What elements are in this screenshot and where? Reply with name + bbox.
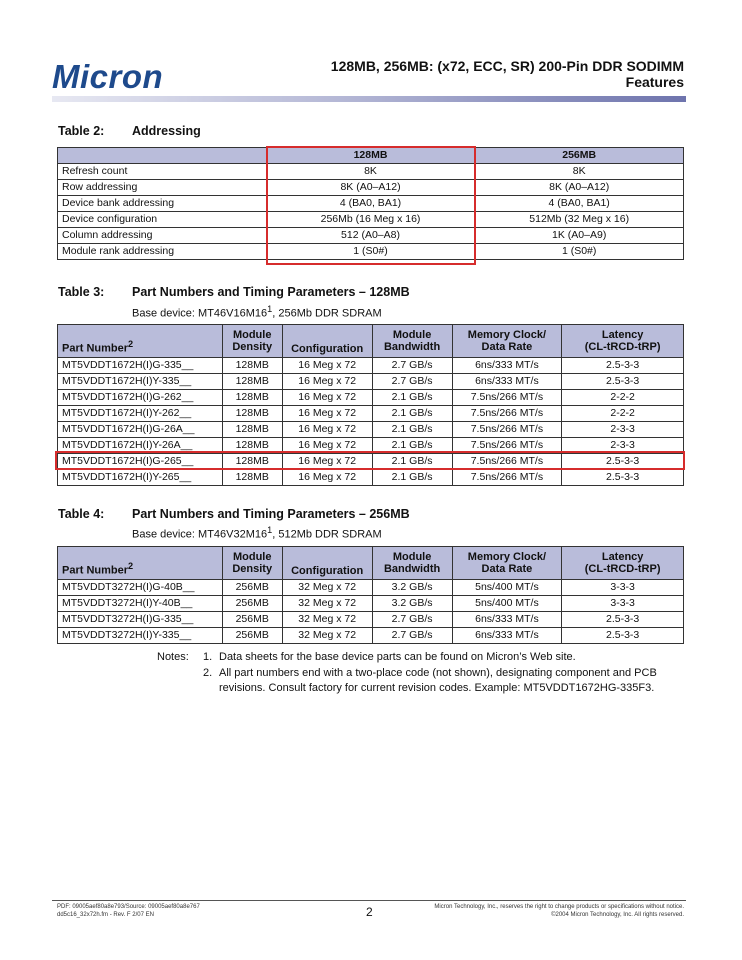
header-bar (52, 96, 686, 102)
table-cell: 6ns/333 MT/s (452, 628, 562, 644)
table-cell: 7.5ns/266 MT/s (452, 470, 562, 486)
note-text: Data sheets for the base device parts can be found on Micron’s Web site. (219, 651, 576, 663)
table-cell: 5ns/400 MT/s (452, 596, 562, 612)
table-cell: 2.1 GB/s (372, 438, 452, 454)
table-cell: 2.7 GB/s (372, 612, 452, 628)
footer-left (57, 903, 200, 919)
table-row (58, 454, 684, 470)
table-cell: MT5VDDT3272H(I)G-40B__ (58, 580, 223, 596)
table-cell: 256MB (222, 628, 282, 644)
table-cell: MT5VDDT3272H(I)Y-335__ (58, 628, 223, 644)
table-cell: 16 Meg x 72 (282, 406, 372, 422)
base-device-text: Base device: MT46V16M16 (132, 307, 268, 320)
table-cell: 32 Meg x 72 (282, 612, 372, 628)
base-device-text: Base device: MT46V32M16 (132, 528, 268, 541)
notes-label: Notes: (157, 651, 189, 663)
table-addressing (57, 147, 684, 260)
table-cell: 128MB (222, 438, 282, 454)
table-cell: 128MB (222, 374, 282, 390)
table-cell: 8K (266, 164, 475, 180)
table-cell: 6ns/333 MT/s (452, 612, 562, 628)
table-cell: 1 (S0#) (475, 244, 684, 260)
table-cell: 3.2 GB/s (372, 596, 452, 612)
table-cell: 5ns/400 MT/s (452, 580, 562, 596)
page-number: 2 (366, 905, 373, 919)
table-cell: 7.5ns/266 MT/s (452, 438, 562, 454)
footer-copyright: ©2004 Micron Technology, Inc. All rights reserved. (551, 912, 684, 918)
table-cell: Device bank addressing (58, 196, 267, 212)
table-cell: 128MB (222, 358, 282, 374)
table-cell: 2.1 GB/s (372, 470, 452, 486)
table-cell: 1 (S0#) (266, 244, 475, 260)
column-header: 256MB (475, 148, 684, 164)
table-cell: 4 (BA0, BA1) (475, 196, 684, 212)
table-row (58, 580, 684, 596)
table-cell: 32 Meg x 72 (282, 628, 372, 644)
table-header-row (58, 148, 684, 164)
column-header: 128MB (266, 148, 475, 164)
table-cell: 2.5-3-3 (562, 612, 684, 628)
base-device-suffix: , 512Mb DDR SDRAM (272, 528, 382, 541)
table-row (58, 406, 684, 422)
table-cell: 256MB (222, 612, 282, 628)
table-cell: 7.5ns/266 MT/s (452, 406, 562, 422)
table-cell: MT5VDDT3272H(I)G-335__ (58, 612, 223, 628)
footer-file-rev: dd5c16_32x72h.fm - Rev. F 2/07 EN (57, 912, 154, 918)
table-cell: 8K (A0–A12) (475, 180, 684, 196)
table-cell: MT5VDDT1672H(I)Y-26A__ (58, 438, 223, 454)
header-clock: Memory Clock/ Data Rate (452, 325, 562, 358)
table-cell: MT5VDDT3272H(I)Y-40B__ (58, 596, 223, 612)
header-clock: Memory Clock/ Data Rate (452, 547, 562, 580)
base-device-sup: 1 (267, 304, 273, 314)
table-cell: 2.5-3-3 (562, 358, 684, 374)
table-cell: 16 Meg x 72 (282, 422, 372, 438)
table-cell: 1K (A0–A9) (475, 228, 684, 244)
footer-divider (52, 900, 686, 901)
table-cell: 8K (A0–A12) (266, 180, 475, 196)
table-256mb-parts (57, 546, 684, 644)
table4-base-device (132, 525, 382, 541)
table-cell: 16 Meg x 72 (282, 454, 372, 470)
table-cell: 2.1 GB/s (372, 422, 452, 438)
header-latency: Latency (CL-tRCD-tRP) (562, 325, 684, 358)
table-row (58, 596, 684, 612)
table-row (58, 244, 684, 260)
table-row (58, 470, 684, 486)
table-cell: 16 Meg x 72 (282, 390, 372, 406)
table-cell: Column addressing (58, 228, 267, 244)
table-cell: 128MB (222, 406, 282, 422)
table-cell: 2-3-3 (562, 422, 684, 438)
table-row (58, 228, 684, 244)
header-density: Module Density (222, 325, 282, 358)
table4-caption (58, 507, 410, 521)
table-cell: Refresh count (58, 164, 267, 180)
table-cell: 32 Meg x 72 (282, 580, 372, 596)
micron-logo (52, 58, 202, 94)
base-device-sup: 1 (267, 525, 273, 535)
table4-label: Table 4: (58, 507, 105, 521)
table-row (58, 374, 684, 390)
header-part-number: Part Number$^2$ (58, 325, 223, 358)
base-device-suffix: , 256Mb DDR SDRAM (272, 307, 382, 320)
table-row (58, 196, 684, 212)
header-configuration: Configuration (282, 325, 372, 358)
table-cell: MT5VDDT1672H(I)Y-262__ (58, 406, 223, 422)
table-cell: MT5VDDT1672H(I)G-335__ (58, 358, 223, 374)
table-cell: MT5VDDT1672H(I)G-265__ (58, 454, 223, 470)
table-row (58, 612, 684, 628)
table2-label: Table 2: (58, 124, 105, 138)
table-row (58, 358, 684, 374)
table-cell: 2.5-3-3 (562, 374, 684, 390)
table3-title: Part Numbers and Timing Parameters – 128MB (132, 285, 410, 299)
table-cell: 128MB (222, 454, 282, 470)
table-cell: 2.5-3-3 (562, 454, 684, 470)
table-cell: MT5VDDT1672H(I)G-26A__ (58, 422, 223, 438)
table-cell: 2.1 GB/s (372, 454, 452, 470)
table2-title: Addressing (132, 124, 201, 138)
table-cell: 256MB (222, 596, 282, 612)
table-cell: 7.5ns/266 MT/s (452, 422, 562, 438)
table-cell: 128MB (222, 422, 282, 438)
table-cell: 16 Meg x 72 (282, 470, 372, 486)
table-cell: 256Mb (16 Meg x 16) (266, 212, 475, 228)
table-cell: 16 Meg x 72 (282, 374, 372, 390)
table-cell: MT5VDDT1672H(I)Y-335__ (58, 374, 223, 390)
table-header-row (58, 547, 684, 580)
table-cell: MT5VDDT1672H(I)G-262__ (58, 390, 223, 406)
table-cell: Module rank addressing (58, 244, 267, 260)
table-cell: 3.2 GB/s (372, 580, 452, 596)
title-line2: Features (625, 74, 684, 90)
footer-right (434, 903, 684, 919)
table3-caption (58, 285, 410, 299)
header-latency: Latency (CL-tRCD-tRP) (562, 547, 684, 580)
table-cell: 2.5-3-3 (562, 628, 684, 644)
table-cell: 6ns/333 MT/s (452, 374, 562, 390)
header-part-number: Part Number$^2$ (58, 547, 223, 580)
table-cell: 2-2-2 (562, 406, 684, 422)
table-cell: 3-3-3 (562, 580, 684, 596)
table-cell: 16 Meg x 72 (282, 438, 372, 454)
table-cell: 32 Meg x 72 (282, 596, 372, 612)
table-cell: 16 Meg x 72 (282, 358, 372, 374)
table-row (58, 212, 684, 228)
table-cell: 2-3-3 (562, 438, 684, 454)
table-cell: 2.1 GB/s (372, 406, 452, 422)
column-header (58, 148, 267, 164)
table-row (58, 422, 684, 438)
footer-disclaimer: Micron Technology, Inc., reserves the right to change products or specifications without notice. (434, 904, 684, 910)
logo-text: Micron (52, 58, 164, 95)
table-row (58, 164, 684, 180)
table-cell: Row addressing (58, 180, 267, 196)
header-configuration: Configuration (282, 547, 372, 580)
table-cell: 2.1 GB/s (372, 390, 452, 406)
table-cell: Device configuration (58, 212, 267, 228)
header-bandwidth: Module Bandwidth (372, 325, 452, 358)
header-bandwidth: Module Bandwidth (372, 547, 452, 580)
table3-label: Table 3: (58, 285, 105, 299)
table4-title: Part Numbers and Timing Parameters – 256MB (132, 507, 410, 521)
table-header-row (58, 325, 684, 358)
table-cell: 6ns/333 MT/s (452, 358, 562, 374)
table-128mb-parts (57, 324, 684, 486)
table-cell: 7.5ns/266 MT/s (452, 454, 562, 470)
header-density: Module Density (222, 547, 282, 580)
table-cell: 4 (BA0, BA1) (266, 196, 475, 212)
table2-caption (58, 124, 201, 138)
table-row (58, 438, 684, 454)
note-text: All part numbers end with a two-place code (not shown), designating component and PCB revisions. Consult factory for current revision codes. Example: MT5VDDT1672HG-335F3. (219, 667, 657, 694)
table-cell: 2.7 GB/s (372, 628, 452, 644)
note-number: 1. (203, 651, 213, 663)
table-cell: 7.5ns/266 MT/s (452, 390, 562, 406)
table-cell: 8K (475, 164, 684, 180)
table-cell: 2.7 GB/s (372, 374, 452, 390)
table-row (58, 628, 684, 644)
table-cell: 256MB (222, 580, 282, 596)
document-title (331, 58, 684, 90)
footer-pdf-source: PDF: 09005aef80a8e793/Source: 09005aef80a8e767 (57, 904, 200, 910)
table-cell: 512 (A0–A8) (266, 228, 475, 244)
table-row (58, 180, 684, 196)
table-cell: 2.7 GB/s (372, 358, 452, 374)
title-line1: 128MB, 256MB: (x72, ECC, SR) 200-Pin DDR SODIMM (330, 58, 684, 74)
note-number: 2. (203, 667, 213, 679)
table-cell: 128MB (222, 390, 282, 406)
table-cell: MT5VDDT1672H(I)Y-265__ (58, 470, 223, 486)
table-cell: 3-3-3 (562, 596, 684, 612)
table-cell: 128MB (222, 470, 282, 486)
table3-base-device (132, 304, 382, 320)
table-row (58, 390, 684, 406)
table-cell: 2.5-3-3 (562, 470, 684, 486)
table-cell: 2-2-2 (562, 390, 684, 406)
table-cell: 512Mb (32 Meg x 16) (475, 212, 684, 228)
